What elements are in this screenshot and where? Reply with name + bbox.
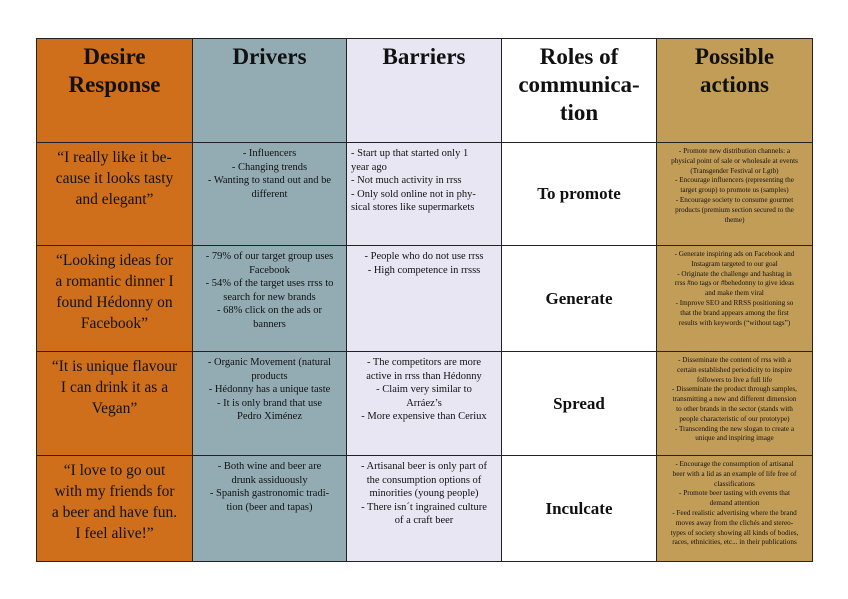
barrier-line: sical stores like supermarkets bbox=[351, 202, 475, 213]
driver-line: - Hédonny has a unique taste bbox=[208, 384, 331, 395]
header-line: Possible bbox=[694, 44, 775, 69]
header-line: communica- bbox=[518, 72, 640, 97]
action-line: moves away from the clichés and stereo- bbox=[675, 518, 794, 527]
action-line: - Originate the challenge and hashtag in bbox=[677, 269, 792, 278]
barrier-line: of a craft beer bbox=[394, 515, 454, 526]
quote-line: Vegan” bbox=[91, 400, 138, 417]
quote-line: I can drink it as a bbox=[60, 379, 169, 396]
action-line: rrss #no tags or #behedonny to give ideas bbox=[674, 279, 795, 288]
action-line: certain established periodicity to inspire bbox=[677, 365, 792, 374]
driver-line: Facebook bbox=[249, 264, 290, 276]
quote-line: “I love to go out bbox=[63, 462, 166, 479]
quote-line: “It is unique flavour bbox=[51, 358, 178, 375]
action-line: physical point of sale or wholesale at events bbox=[671, 156, 798, 165]
barrier-line: - High competence in rrsss bbox=[367, 264, 481, 276]
driver-line: - 79% of our target group uses bbox=[205, 251, 334, 262]
barrier-line: - Artisanal beer is only part of bbox=[361, 461, 487, 472]
quote-line: Facebook” bbox=[80, 315, 149, 332]
header-line: tion bbox=[559, 100, 599, 125]
header-line: Barriers bbox=[382, 44, 466, 69]
barrier-line: - There isn´t ingrained culture bbox=[361, 501, 487, 513]
barrier-line: - Only sold online not in phy- bbox=[351, 188, 476, 200]
action-line: target group) to promote us (samples) bbox=[680, 186, 789, 195]
header-line: Desire bbox=[83, 44, 146, 69]
role-cell bbox=[502, 246, 657, 352]
action-line: - Disseminate the product through samples, bbox=[672, 385, 797, 394]
barrier-line: - Not much activity in rrss bbox=[351, 175, 462, 186]
actions-cell bbox=[657, 246, 813, 352]
action-line: people characteristic of our prototype) bbox=[679, 414, 790, 423]
action-line: - Transcending the new slogan to create a bbox=[674, 424, 795, 433]
driver-line: - Organic Movement (natural bbox=[207, 357, 332, 368]
drivers-cell bbox=[193, 246, 347, 352]
driver-line: - Both wine and beer are bbox=[217, 461, 322, 472]
action-line: beer with a lid as an example of life free of bbox=[672, 469, 797, 478]
header-line: actions bbox=[700, 72, 769, 97]
role-cell bbox=[502, 456, 657, 562]
actions-cell bbox=[657, 143, 813, 246]
driver-line: tion (beer and tapas) bbox=[226, 501, 313, 513]
barrier-line: - The competitors are more bbox=[366, 357, 482, 368]
quote-line: “Looking ideas for bbox=[55, 252, 174, 269]
action-line: demand attention bbox=[709, 499, 760, 508]
desire-quote-cell bbox=[37, 246, 193, 352]
action-line: classifications bbox=[714, 479, 755, 488]
actions-cell bbox=[657, 352, 813, 456]
barrier-line: active in rrss than Hédonny bbox=[366, 370, 482, 382]
driver-line: drunk assiduously bbox=[231, 474, 308, 486]
action-line: transmitting a new and different dimension bbox=[672, 395, 797, 404]
action-line: results with keywords (“without tags”) bbox=[678, 318, 791, 327]
driver-line: search for new brands bbox=[223, 291, 316, 303]
driver-line: - Spanish gastronomic tradi- bbox=[209, 488, 330, 499]
table-row bbox=[37, 352, 813, 456]
header-line: Roles of bbox=[539, 44, 619, 69]
barriers-cell bbox=[347, 246, 502, 352]
action-line: products (premium section secured to the bbox=[675, 205, 794, 214]
barrier-line: - More expensive than Ceriux bbox=[361, 411, 487, 422]
barrier-line: year ago bbox=[351, 161, 387, 173]
table-row bbox=[37, 456, 813, 562]
quote-line: found Hédonny on bbox=[56, 294, 173, 311]
action-line: types of society showing all kinds of bodies, bbox=[670, 528, 799, 537]
quote-line: a romantic dinner I bbox=[55, 273, 174, 290]
action-line: - Disseminate the content of rrss with a bbox=[678, 356, 791, 364]
barrier-line: minorities (young people) bbox=[369, 488, 479, 499]
header-row bbox=[37, 39, 813, 143]
role-label: Spread bbox=[553, 393, 605, 413]
header-line: Response bbox=[68, 72, 161, 97]
role-cell bbox=[502, 352, 657, 456]
driver-line: - 54% of the target uses rrss to bbox=[205, 278, 334, 289]
role-label: Inculcate bbox=[545, 498, 613, 518]
action-line: - Promote new distribution channels: a bbox=[678, 147, 791, 155]
action-line: (Transgender Festival or Lgtb) bbox=[690, 166, 779, 175]
action-line: theme) bbox=[724, 215, 745, 224]
action-line: followers to live a full life bbox=[696, 375, 773, 384]
driver-line: - It is only brand that use bbox=[217, 397, 322, 409]
action-line: - Generate inspiring ads on Facebook and bbox=[674, 250, 795, 258]
drivers-cell bbox=[193, 352, 347, 456]
action-line: - Encourage influencers (representing the bbox=[675, 176, 794, 185]
desire-quote-cell bbox=[37, 456, 193, 562]
header-desire-response bbox=[37, 39, 193, 143]
driver-line: different bbox=[251, 188, 288, 200]
action-line: and make them viral bbox=[705, 289, 764, 298]
barrier-line: Arráez’s bbox=[406, 397, 442, 409]
drivers-cell bbox=[193, 143, 347, 246]
drivers-cell bbox=[193, 456, 347, 562]
table-row bbox=[37, 246, 813, 352]
driver-line: - Changing trends bbox=[231, 161, 308, 173]
barrier-line: - Claim very similar to bbox=[376, 384, 472, 395]
header-roles-of-communication bbox=[502, 39, 657, 143]
driver-line: - Wanting to stand out and be bbox=[207, 175, 332, 186]
driver-line: - Influencers bbox=[242, 148, 297, 159]
header-barriers bbox=[347, 39, 502, 143]
actions-cell bbox=[657, 456, 813, 562]
driver-line: products bbox=[251, 370, 288, 382]
header-possible-actions bbox=[657, 39, 813, 143]
header-drivers bbox=[193, 39, 347, 143]
driver-line: Pedro Ximénez bbox=[236, 411, 303, 422]
quote-line: and elegant” bbox=[75, 191, 154, 208]
action-line: Instagram targeted to our goal bbox=[691, 259, 778, 268]
driver-line: banners bbox=[253, 318, 286, 330]
role-label: To promote bbox=[537, 184, 621, 203]
action-line: that the brand appears among the first bbox=[680, 308, 789, 317]
role-cell bbox=[502, 143, 657, 246]
driver-line: - 68% click on the ads or bbox=[217, 305, 322, 316]
action-line: - Promote beer tasting with events that bbox=[679, 489, 790, 498]
quote-line: “I really like it be- bbox=[57, 149, 172, 166]
desire-quote-cell bbox=[37, 352, 193, 456]
barrier-line: the consumption options of bbox=[366, 474, 482, 486]
action-line: - Encourage the consumption of artisanal bbox=[675, 460, 794, 468]
quote-line: a beer and have fun. bbox=[51, 504, 178, 521]
action-line: - Encourage society to consume gourmet bbox=[675, 195, 794, 204]
action-line: races, ethnicities, etc... in their publications bbox=[672, 538, 797, 547]
quote-line: with my friends for bbox=[54, 483, 175, 500]
table-row bbox=[37, 143, 813, 246]
action-line: to other brands in the sector (stands with bbox=[676, 404, 793, 413]
barriers-cell bbox=[347, 143, 502, 246]
barrier-line: - Start up that started only 1 bbox=[351, 148, 469, 159]
communication-strategy-table bbox=[36, 38, 813, 562]
barriers-cell bbox=[347, 456, 502, 562]
action-line: unique and inspiring image bbox=[695, 434, 774, 443]
quote-line: I feel alive!” bbox=[75, 525, 154, 542]
quote-line: cause it looks tasty bbox=[55, 170, 174, 187]
barriers-cell bbox=[347, 352, 502, 456]
header-line: Drivers bbox=[232, 44, 307, 69]
desire-quote-cell bbox=[37, 143, 193, 246]
action-line: - Improve SEO and RRSS positioning so bbox=[675, 298, 794, 307]
role-label: Generate bbox=[545, 288, 613, 308]
action-line: - Feed realistic advertising where the brand bbox=[672, 508, 797, 517]
barrier-line: - People who do not use rrss bbox=[364, 251, 484, 262]
